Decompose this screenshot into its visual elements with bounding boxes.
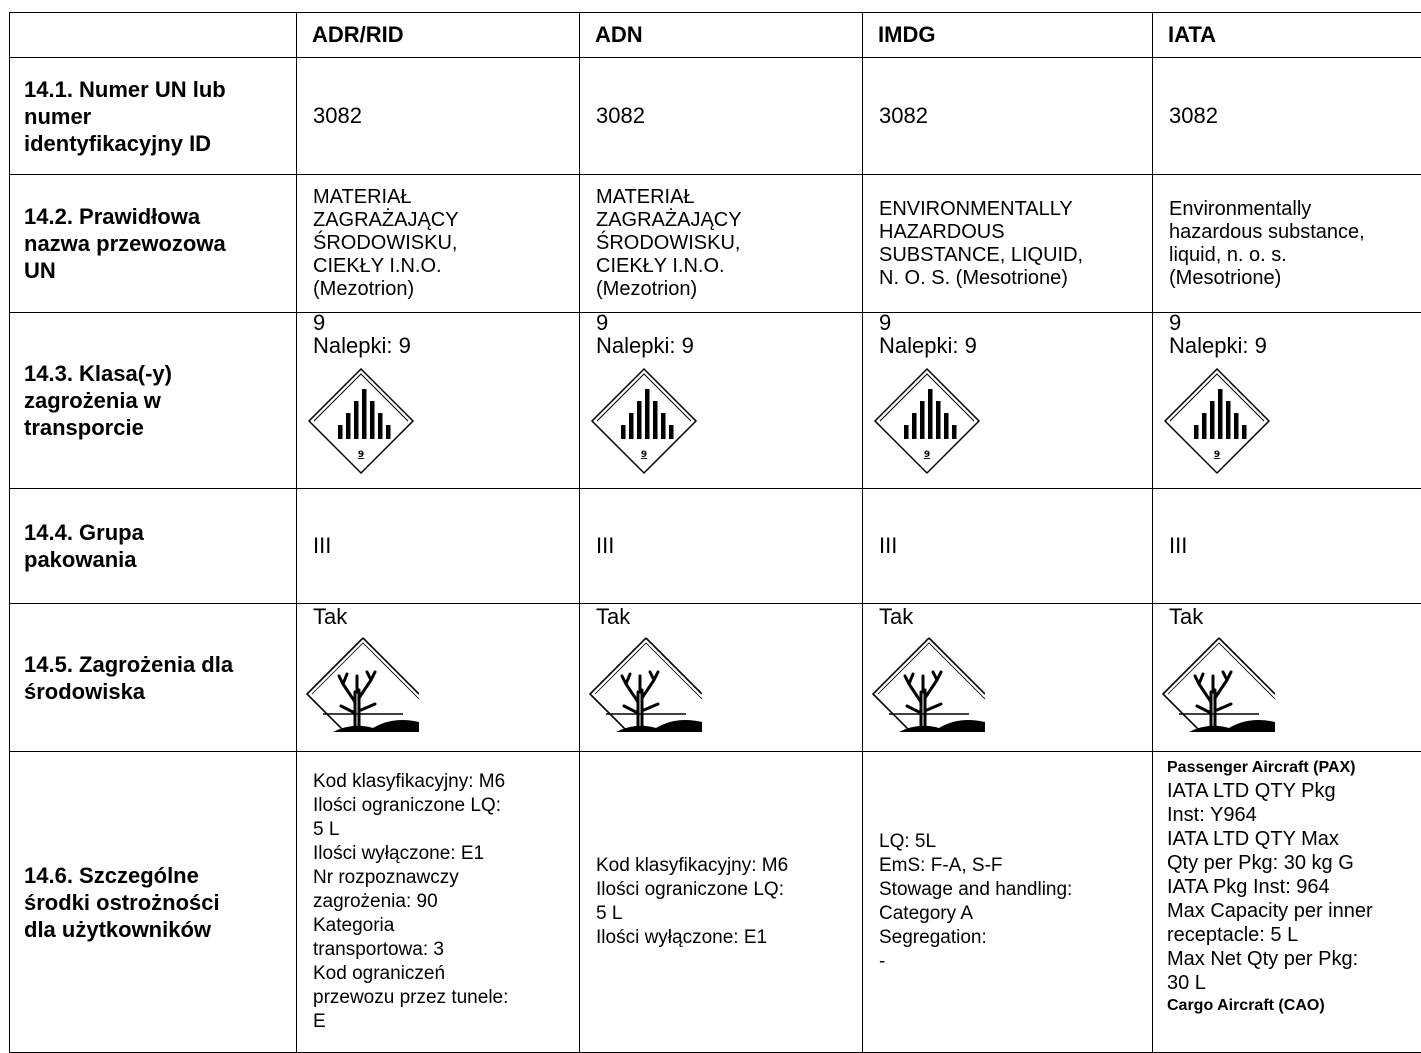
row-environmental-hazard — [10, 604, 1421, 752]
header-empty — [10, 13, 297, 58]
hazard-class-number: 9 — [596, 313, 862, 333]
labels-text: Nalepki: 9 — [596, 333, 862, 359]
row-special-precautions — [10, 752, 1421, 1053]
environmental-hazard-icon — [869, 632, 985, 732]
hazard-class-imdg — [863, 313, 1153, 489]
environmental-hazard-value: Tak — [313, 604, 579, 630]
un-number-adr: 3082 — [297, 58, 580, 175]
header-iata: IATA — [1153, 13, 1421, 58]
environmental-hazard-icon — [303, 632, 419, 732]
class-9-hazard-label-icon — [305, 365, 417, 477]
precautions-imdg: LQ: 5L EmS: F-A, S-F Stowage and handling: Category A Segregation: - — [863, 752, 1153, 1053]
diamond-number: 9 — [358, 450, 364, 460]
environmental-hazard-imdg — [863, 604, 1153, 752]
packing-group-adn: III — [580, 489, 863, 604]
environmental-hazard-icon — [586, 632, 702, 732]
row-label: 14.1. Numer UN lub numer identyfikacyjny ID — [10, 58, 297, 175]
row-un-number — [10, 58, 1421, 175]
un-number-adn: 3082 — [580, 58, 863, 175]
diamond-number: 9 — [641, 450, 647, 460]
hazard-class-number: 9 — [879, 313, 1152, 333]
un-number-imdg: 3082 — [863, 58, 1153, 175]
row-hazard-class — [10, 313, 1421, 489]
row-label: 14.6. Szczególne środki ostrożności dla użytkowników — [10, 752, 297, 1053]
transport-info-table — [9, 12, 1421, 1053]
hazard-class-iata — [1153, 313, 1421, 489]
environmental-hazard-adn — [580, 604, 863, 752]
environmental-hazard-value: Tak — [1169, 604, 1421, 630]
row-label: 14.4. Grupa pakowania — [10, 489, 297, 604]
cao-title: Cargo Aircraft (CAO) — [1167, 995, 1421, 1017]
labels-text: Nalepki: 9 — [313, 333, 579, 359]
packing-group-imdg: III — [863, 489, 1153, 604]
header-imdg: IMDG — [863, 13, 1153, 58]
hazard-class-adn — [580, 313, 863, 489]
packing-group-adr: III — [297, 489, 580, 604]
row-label: 14.2. Prawidłowa nazwa przewozowa UN — [10, 175, 297, 313]
class-9-hazard-label-icon — [871, 365, 983, 477]
hazard-class-number: 9 — [313, 313, 579, 333]
precautions-iata: Passenger Aircraft (PAX) IATA LTD QTY Pkg Inst: Y964 IATA LTD QTY Max Qty per Pkg: 30 kg G IATA Pkg Inst: 964 Max Capacity per inner receptacle: 5 L Max Net Qty per Pkg: 30 L Cargo Aircraft (CAO) — [1153, 752, 1421, 1053]
precautions-adn: Kod klasyfikacyjny: M6 Ilości ograniczone LQ: 5 L Ilości wyłączone: E1 — [580, 752, 863, 1053]
environmental-hazard-iata — [1153, 604, 1421, 752]
labels-text: Nalepki: 9 — [879, 333, 1152, 359]
environmental-hazard-value: Tak — [879, 604, 1152, 630]
class-9-hazard-label-icon — [588, 365, 700, 477]
diamond-number: 9 — [1214, 450, 1220, 460]
precautions-adr: Kod klasyfikacyjny: M6 Ilości ograniczone LQ: 5 L Ilości wyłączone: E1 Nr rozpoznawczy zagrożenia: 90 Kategoria transportowa: 3 Kod ograniczeń przewozu przez tunele: E — [297, 752, 580, 1053]
header-adr-rid: ADR/RID — [297, 13, 580, 58]
diamond-number: 9 — [924, 450, 930, 460]
un-number-iata: 3082 — [1153, 58, 1421, 175]
shipping-name-adn: MATERIAŁ ZAGRAŻAJĄCY ŚRODOWISKU, CIEKŁY I.N.O. (Mezotrion) — [580, 175, 863, 313]
environmental-hazard-icon — [1159, 632, 1275, 732]
packing-group-iata: III — [1153, 489, 1421, 604]
shipping-name-adr: MATERIAŁ ZAGRAŻAJĄCY ŚRODOWISKU, CIEKŁY I.N.O. (Mezotrion) — [297, 175, 580, 313]
hazard-class-number: 9 — [1169, 313, 1421, 333]
environmental-hazard-adr — [297, 604, 580, 752]
row-label: 14.3. Klasa(-y) zagrożenia w transporcie — [10, 313, 297, 489]
row-label: 14.5. Zagrożenia dla środowiska — [10, 604, 297, 752]
row-packing-group — [10, 489, 1421, 604]
hazard-class-adr — [297, 313, 580, 489]
shipping-name-iata: Environmentally hazardous substance, liquid, n. o. s. (Mesotrione) — [1153, 175, 1421, 313]
shipping-name-imdg: ENVIRONMENTALLY HAZARDOUS SUBSTANCE, LIQUID, N. O. S. (Mesotrione) — [863, 175, 1153, 313]
class-9-hazard-label-icon — [1161, 365, 1273, 477]
row-shipping-name — [10, 175, 1421, 313]
labels-text: Nalepki: 9 — [1169, 333, 1421, 359]
header-row — [10, 13, 1421, 58]
header-adn: ADN — [580, 13, 863, 58]
environmental-hazard-value: Tak — [596, 604, 862, 630]
pax-title: Passenger Aircraft (PAX) — [1167, 757, 1421, 779]
